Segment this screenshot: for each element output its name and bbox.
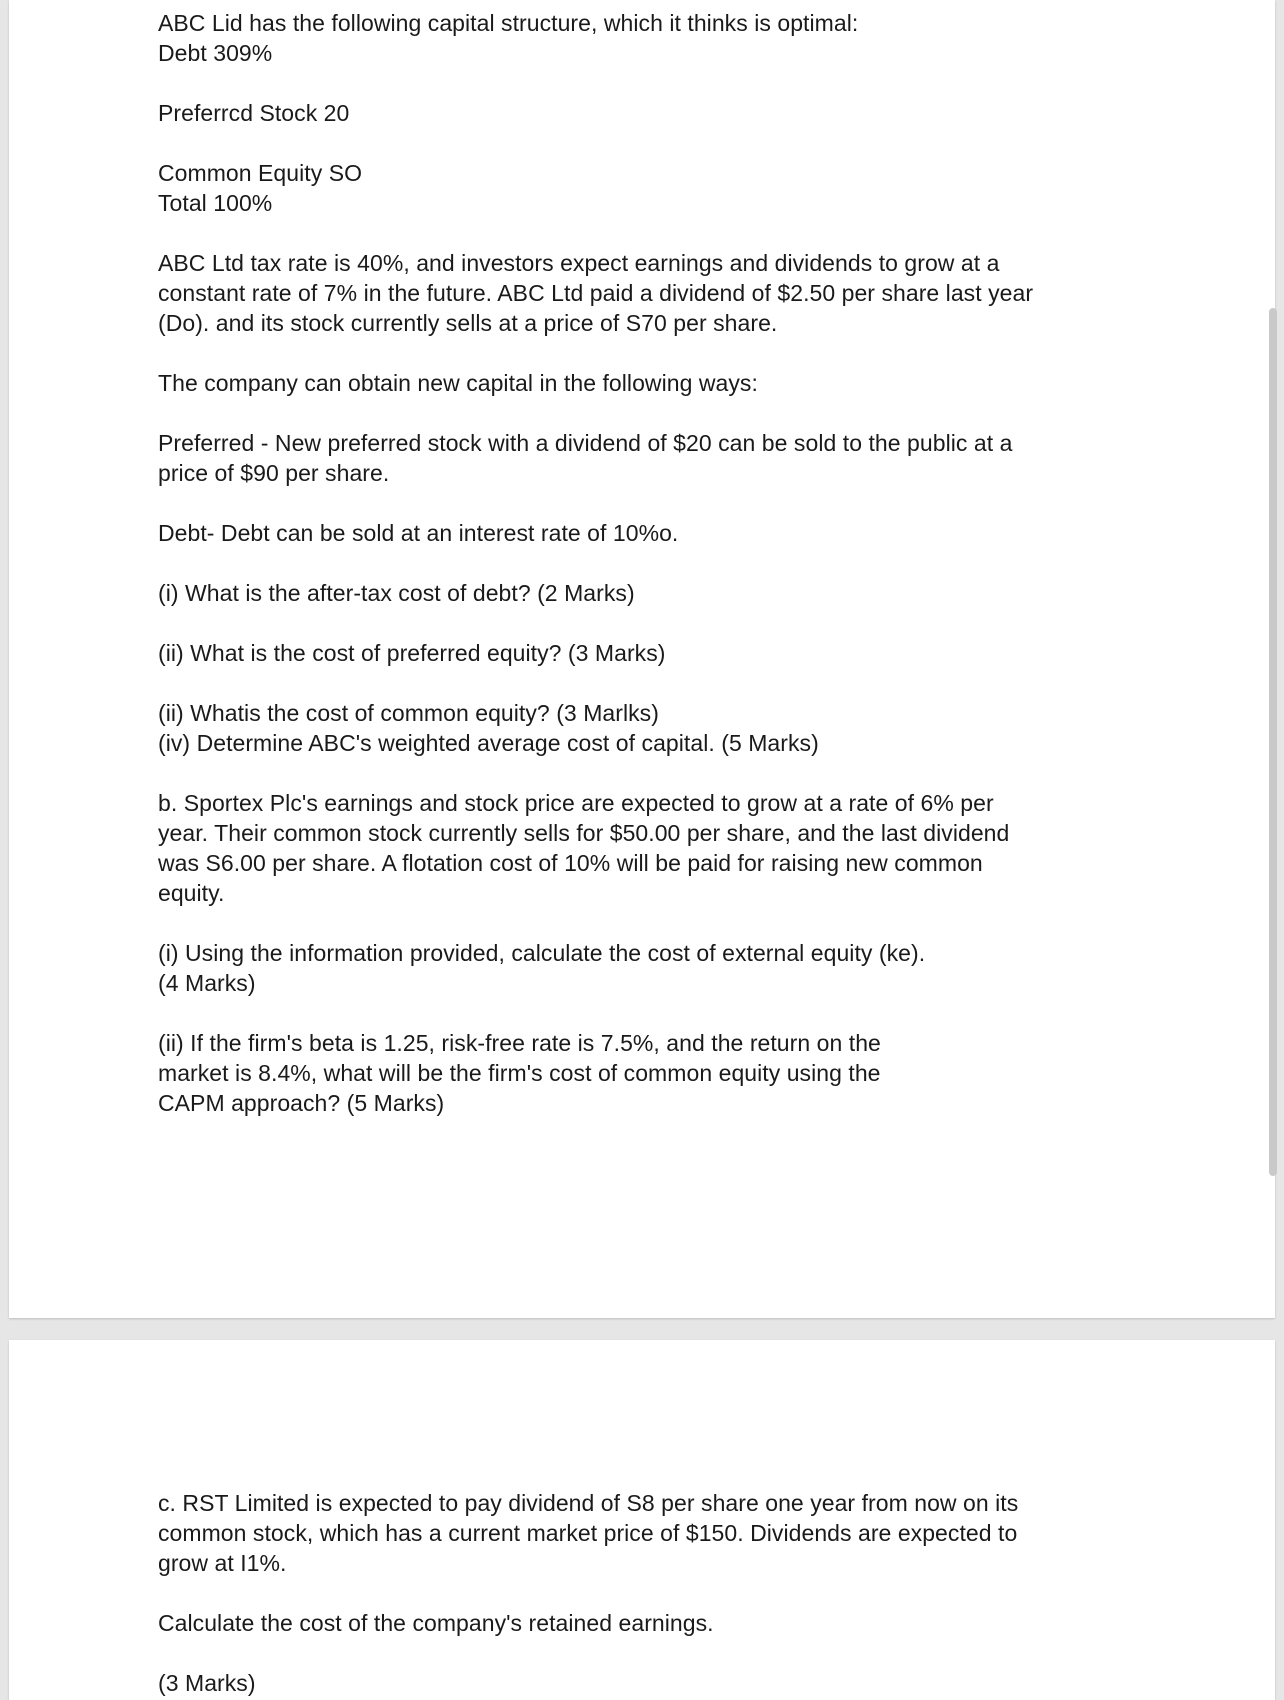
text-line: (i) What is the after-tax cost of debt? (2 Marks) (158, 580, 635, 606)
text-line: (3 Marks) (158, 1670, 256, 1696)
text-line: ABC Ltd tax rate is 40%, and investors expect earnings and dividends to grow at a (158, 250, 1000, 276)
text-line: The company can obtain new capital in the following ways: (158, 370, 758, 396)
text-line: CAPM approach? (5 Marks) (158, 1090, 445, 1116)
text-line: Debt- Debt can be sold at an interest rate of 10%o. (158, 520, 679, 546)
document-page-1 (9, 0, 1275, 1318)
text-line: common stock, which has a current market price of $150. Dividends are expected to (158, 1520, 1018, 1546)
text-line: Total 100% (158, 190, 273, 216)
text-line: Calculate the cost of the company's retained earnings. (158, 1610, 714, 1636)
text-line: (i) Using the information provided, calculate the cost of external equity (ke). (158, 940, 926, 966)
text-line: b. Sportex Plc's earnings and stock price are expected to grow at a rate of 6% per (158, 790, 994, 816)
vertical-scrollbar[interactable] (1266, 0, 1280, 1700)
text-line: Common Equity SO (158, 160, 363, 186)
document-page-2 (9, 1340, 1275, 1700)
text-line: was S6.00 per share. A flotation cost of 10% will be paid for raising new common (158, 850, 983, 876)
text-line: year. Their common stock currently sells for $50.00 per share, and the last dividend (158, 820, 1010, 846)
text-line: grow at I1%. (158, 1550, 287, 1576)
text-line: ABC Lid has the following capital structure, which it thinks is optimal: (158, 10, 859, 36)
text-line: market is 8.4%, what will be the firm's cost of common equity using the (158, 1060, 881, 1086)
text-line: Preferred - New preferred stock with a dividend of $20 can be sold to the public at a (158, 430, 1013, 456)
text-line: (iv) Determine ABC's weighted average cost of capital. (5 Marks) (158, 730, 819, 756)
text-line: (ii) If the firm's beta is 1.25, risk-free rate is 7.5%, and the return on the (158, 1030, 881, 1056)
text-line: (4 Marks) (158, 970, 256, 996)
text-line: c. RST Limited is expected to pay dividend of S8 per share one year from now on its (158, 1490, 1019, 1516)
text-line: equity. (158, 880, 225, 906)
text-line: Preferrcd Stock 20 (158, 100, 350, 126)
text-line: (ii) What is the cost of preferred equity? (3 Marks) (158, 640, 666, 666)
text-line: (Do). and its stock currently sells at a price of S70 per share. (158, 310, 778, 336)
text-line: (ii) Whatis the cost of common equity? (3 Marlks) (158, 700, 659, 726)
text-line: Debt 309% (158, 40, 273, 66)
text-line: price of $90 per share. (158, 460, 390, 486)
scrollbar-thumb[interactable] (1269, 308, 1277, 1176)
text-line: constant rate of 7% in the future. ABC Ltd paid a dividend of $2.50 per share last year (158, 280, 1034, 306)
